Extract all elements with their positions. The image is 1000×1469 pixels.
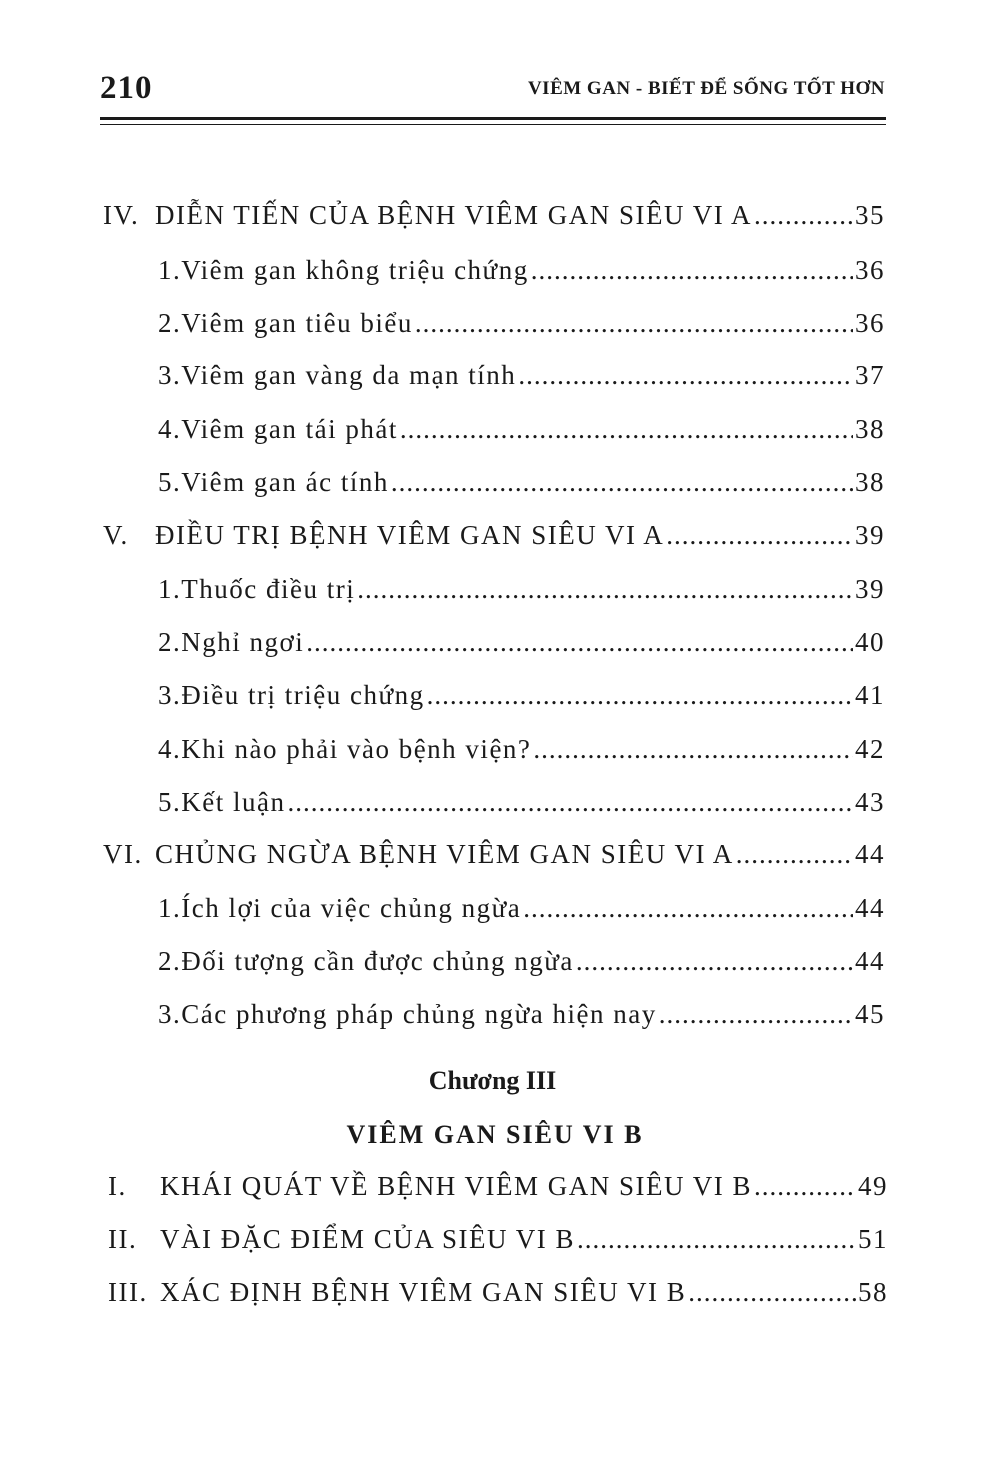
- toc-title: 3.Viêm gan vàng da mạn tính: [158, 360, 517, 390]
- running-title: VIÊM GAN - BIẾT ĐỂ SỐNG TỐT HƠN: [527, 78, 885, 99]
- toc-title: 4.Viêm gan tái phát: [158, 414, 398, 444]
- toc-number: I.: [108, 1171, 127, 1201]
- toc-title: 4.Khi nào phải vào bệnh viện?: [158, 734, 532, 764]
- toc-title: 3.Điều trị triệu chứng: [158, 680, 425, 710]
- toc-page: 58: [858, 1277, 888, 1307]
- toc-page: 39: [855, 520, 885, 550]
- toc-title: KHÁI QUÁT VỀ BỆNH VIÊM GAN SIÊU VI B: [160, 1171, 752, 1201]
- toc-page: 38: [855, 467, 885, 497]
- toc-page: 36: [855, 255, 885, 285]
- toc-title: 1.Viêm gan không triệu chứng: [158, 255, 529, 285]
- toc-title: DIỄN TIẾN CỦA BỆNH VIÊM GAN SIÊU VI A: [155, 200, 752, 230]
- toc-section-iii: [108, 1277, 888, 1317]
- toc-title: VÀI ĐẶC ĐIỂM CỦA SIÊU VI B: [160, 1224, 576, 1254]
- toc-number: III.: [108, 1277, 148, 1307]
- toc-number: VI.: [103, 839, 143, 869]
- toc-title: 2.Viêm gan tiêu biểu: [158, 308, 413, 338]
- toc-page: 35: [855, 200, 885, 230]
- toc-leader: [576, 946, 853, 977]
- toc-leader: [754, 1171, 856, 1202]
- toc-page: 42: [855, 734, 885, 764]
- toc-section-vi: [103, 839, 885, 879]
- toc-title: 1.Ích lợi của việc chủng ngừa: [158, 893, 522, 923]
- toc-subitem: [158, 255, 885, 295]
- toc-number: II.: [108, 1224, 138, 1254]
- toc-title: 2.Đối tượng cần được chủng ngừa: [158, 946, 574, 976]
- toc-leader: [287, 787, 853, 818]
- toc-title: 5.Viêm gan ác tính: [158, 467, 389, 497]
- toc-page: 45: [855, 999, 885, 1029]
- toc-subitem: [158, 414, 885, 454]
- toc-leader: [400, 414, 853, 445]
- toc-page: 40: [855, 627, 885, 657]
- toc-page: 38: [855, 414, 885, 444]
- toc-page: 39: [855, 574, 885, 604]
- toc-subitem: [158, 308, 885, 348]
- toc-title: 3.Các phương pháp chủng ngừa hiện nay: [158, 999, 657, 1029]
- toc-subitem: [158, 999, 885, 1039]
- toc-subitem: [158, 467, 885, 507]
- chapter-label: Chương III: [428, 1066, 557, 1095]
- toc-page: 49: [858, 1171, 888, 1201]
- toc-leader: [518, 360, 853, 391]
- header-rule-thin: [100, 124, 886, 125]
- toc-leader: [577, 1224, 856, 1255]
- toc-section-iv: [103, 200, 885, 240]
- toc-title: ĐIỀU TRỊ BỆNH VIÊM GAN SIÊU VI A: [155, 520, 665, 550]
- toc-title: 1.Thuốc điều trị: [158, 574, 356, 604]
- toc-subitem: [158, 946, 885, 986]
- toc-page: 44: [855, 839, 885, 869]
- toc-leader: [415, 308, 853, 339]
- toc-subitem: [158, 787, 885, 827]
- toc-section-ii: [108, 1224, 888, 1264]
- toc-subitem: [158, 574, 885, 614]
- toc-leader: [754, 200, 853, 231]
- toc-page: 51: [858, 1224, 888, 1254]
- toc-page: 36: [855, 308, 885, 338]
- toc-leader: [531, 255, 853, 286]
- chapter-title: VIÊM GAN SIÊU VI B: [346, 1120, 644, 1149]
- toc-leader: [666, 520, 853, 551]
- toc-leader: [523, 893, 853, 924]
- toc-leader: [533, 734, 853, 765]
- toc-leader: [306, 627, 853, 658]
- toc-leader: [427, 680, 853, 711]
- toc-leader: [688, 1277, 856, 1308]
- toc-subitem: [158, 627, 885, 667]
- toc-leader: [391, 467, 853, 498]
- toc-subitem: [158, 734, 885, 774]
- toc-title: 5.Kết luận: [158, 787, 286, 817]
- toc-page: 41: [855, 680, 885, 710]
- page-header: [100, 62, 885, 112]
- toc-page: 44: [855, 893, 885, 923]
- toc-page: 43: [855, 787, 885, 817]
- toc-section-i: [108, 1171, 888, 1211]
- toc-title: CHỦNG NGỪA BỆNH VIÊM GAN SIÊU VI A: [155, 839, 734, 869]
- toc-page: 44: [855, 946, 885, 976]
- toc-subitem: [158, 360, 885, 400]
- toc-number: V.: [103, 520, 129, 550]
- toc-title: XÁC ĐỊNH BỆNH VIÊM GAN SIÊU VI B: [160, 1277, 687, 1307]
- toc-leader: [736, 839, 853, 870]
- toc-number: IV.: [103, 200, 140, 230]
- toc-leader: [357, 574, 853, 605]
- toc-subitem: [158, 893, 885, 933]
- page-number: 210: [100, 70, 153, 106]
- toc-section-v: [103, 520, 885, 560]
- toc-subitem: [158, 680, 885, 720]
- toc-page: 37: [855, 360, 885, 390]
- toc-leader: [659, 999, 853, 1030]
- toc-title: 2.Nghỉ ngơi: [158, 627, 305, 657]
- header-rule-thick: [100, 117, 886, 120]
